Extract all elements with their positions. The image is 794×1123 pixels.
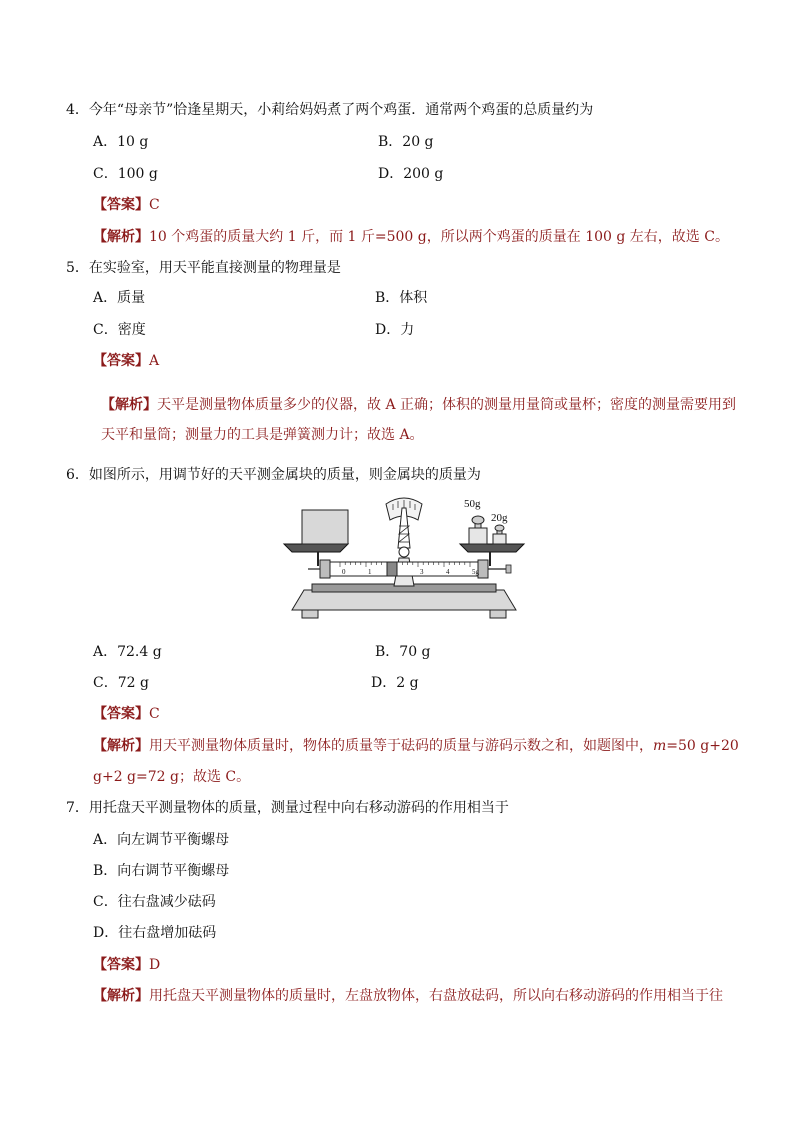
scale-tick-label: 1 xyxy=(368,568,372,576)
q4-option-b: B．20 g xyxy=(378,134,434,150)
right-pan xyxy=(460,544,524,552)
scale-tick-label: 4 xyxy=(446,568,450,576)
right-balance-nut xyxy=(478,560,488,578)
answer-tag: 【答案】 xyxy=(93,706,149,722)
weight-20g xyxy=(493,534,506,544)
q5-option-a: A．质量 xyxy=(93,290,146,306)
q5-analysis-line-1 xyxy=(101,396,736,414)
q6-analysis-line-2: g+2 g=72 g；故选 C。 xyxy=(93,769,251,785)
q5-option-b: B．体积 xyxy=(375,290,428,306)
answer-value: C xyxy=(149,706,160,722)
analysis-text: 用托盘天平测量物体的质量时，左盘放物体，右盘放砝码，所以向右移动游码的作用相当于往 xyxy=(149,988,723,1004)
q5-option-c: C．密度 xyxy=(93,322,146,338)
question-4-stem: 4．今年“母亲节”恰逢星期天，小莉给妈妈煮了两个鸡蛋．通常两个鸡蛋的总质量约为 xyxy=(66,102,594,118)
answer-value: A xyxy=(149,353,160,369)
q4-analysis xyxy=(93,228,729,246)
analysis-tag: 【解析】 xyxy=(93,738,149,754)
q4-option-a: A．10 g xyxy=(93,134,149,150)
balance-figure xyxy=(278,490,530,625)
q7-option-d: D．往右盘增加砝码 xyxy=(93,925,217,941)
answer-tag: 【答案】 xyxy=(93,957,149,973)
q7-analysis xyxy=(93,987,723,1005)
scale-tick-label: 0 xyxy=(342,568,346,576)
rider xyxy=(387,562,397,576)
q6-option-d: D．2 g xyxy=(371,675,419,691)
balance-base xyxy=(292,590,516,610)
answer-tag: 【答案】 xyxy=(93,197,149,213)
question-5-stem: 5．在实验室，用天平能直接测量的物理量是 xyxy=(66,260,341,276)
q4-option-c: C．100 g xyxy=(93,166,158,182)
q7-option-b: B．向右调节平衡螺母 xyxy=(93,863,230,879)
answer-value: D xyxy=(149,957,161,973)
question-7-stem: 7．用托盘天平测量物体的质量，测量过程中向右移动游码的作用相当于 xyxy=(66,800,509,816)
q5-analysis-line-2: 天平和量筒；测量力的工具是弹簧测力计；故选 A。 xyxy=(101,427,424,443)
analysis-tag: 【解析】 xyxy=(93,229,149,245)
weight-50g xyxy=(469,528,487,544)
analysis-tag: 【解析】 xyxy=(93,988,149,1004)
q6-option-b: B．70 g xyxy=(375,644,431,660)
q4-answer xyxy=(93,196,160,214)
metal-block xyxy=(302,510,348,544)
q5-answer xyxy=(93,352,159,370)
q6-option-a: A．72.4 g xyxy=(93,644,162,660)
left-pan xyxy=(284,544,348,552)
left-balance-nut xyxy=(320,560,330,578)
question-6-stem: 6．如图所示，用调节好的天平测金属块的质量，则金属块的质量为 xyxy=(66,467,481,483)
q6-answer xyxy=(93,705,160,723)
q4-option-d: D．200 g xyxy=(378,166,444,182)
q7-option-c: C．往右盘减少砝码 xyxy=(93,894,216,910)
q6-analysis-line-1 xyxy=(93,737,739,755)
q6-option-c: C．72 g xyxy=(93,675,149,691)
analysis-tag: 【解析】 xyxy=(101,397,157,413)
analysis-text-cont: =50 g+20 xyxy=(666,738,739,754)
analysis-text: 天平是测量物体质量多少的仪器，故 A 正确；体积的测量用量筒或量杯；密度的测量需要用到 xyxy=(157,397,737,413)
weight-50g-label: 50g xyxy=(464,498,481,510)
q5-option-d: D．力 xyxy=(375,322,415,338)
q7-option-a: A．向左调节平衡螺母 xyxy=(93,832,230,848)
weight-20g-label: 20g xyxy=(491,512,508,524)
analysis-text: 10 个鸡蛋的质量大约 1 斤，而 1 斤=500 g，所以两个鸡蛋的质量在 100 g 左右，故选 C。 xyxy=(149,229,729,245)
answer-value: C xyxy=(149,197,160,213)
scale-tick-label: 3 xyxy=(420,568,424,576)
scale-tick-label: 5g xyxy=(472,568,479,576)
answer-tag: 【答案】 xyxy=(93,353,149,369)
analysis-text: 用天平测量物体质量时，物体的质量等于砝码的质量与游码示数之和，如题图中， xyxy=(149,738,653,754)
q7-answer xyxy=(93,956,160,974)
analysis-var-m: m xyxy=(653,738,667,754)
